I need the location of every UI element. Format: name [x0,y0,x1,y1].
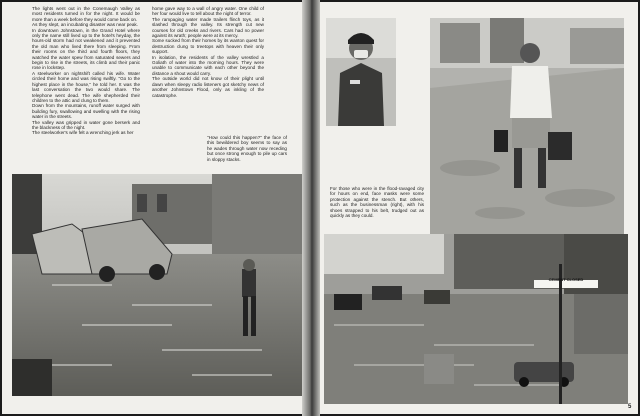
flooded-street-photo [324,234,628,404]
photo-caption-masks: For those who were in the flood-ravaged city for hours on end, face masks were some protection against the stench. But others, such as the businessman (right), with his shoes strapped to his belt, trudged out as quickly as they could. [330,186,424,219]
businessman-photo [430,18,624,236]
text-column-1 [32,6,140,136]
paragraph: A steelworker on nightshift called his wife. Water circled their home and was rising swiftly. "Go to the highest place in the house," he told her. It was the last conversation the two would share. The telephone went dead. The wife shepherded their children to the attic and clung to them. [32,70,140,103]
paragraph: The lights went out in the Conemaugh Valley as most residents turned in for the night. It would be more than a week before they would come back on. [32,6,140,22]
masked-worker-photo [326,18,396,126]
paragraph: Down from the mountains, runoff water surged with building fury, swallowing and swelling with the rising water in the streets. [32,103,140,120]
flood-street-photo [12,174,302,396]
page-number: 5 [628,404,632,410]
street-sign-text: CEMENT CLOSED [548,277,584,282]
paragraph: home gave way to a wall of angry water. One child of her four would live to tell about the night of terror. [152,6,264,17]
right-page [320,2,638,414]
paragraph: The valley was gripped in water gone berserk and the blackness of the night. [32,119,140,130]
paragraph: In isolation, the residents of the valley wrestled a Goliath of water into the morning hours. They were unable to communicate with each other beyond the distance a shout would carry. [152,54,264,76]
text-column-2 [152,6,264,98]
spread-gutter [302,0,320,416]
photo-caption-boy: "How could this happen?" the face of this bewildered boy seems to say as he wades through water now receding but once strong enough to pile up cars in sloppy stacks. [207,135,287,162]
paragraph: The steelworker's wife felt a wrenching jerk as her [32,130,134,136]
paragraph: Some sucked from their homes by its wanton quest for destruction clung to treetops with heaven their only support. [152,38,264,55]
paragraph: In downtown Johnstown, in the Grand Hotel where only the name still lived up to the hotel's heyday, the hours-old storm had not weakened and it prevented the old man who lived there from sleeping. From their rooms on the third and fourth floors, they watched the water spew from saturated sewers and begin to rise in the streets, its climb and their panic rose in lockstep. [32,27,140,71]
paragraph: The outside world did not know of their plight until dawn when sleepy radio listeners got sketchy news of another Johnstown Flood, only as inkling of the catastrophe. [152,76,264,98]
left-page [2,2,302,414]
paragraph: The rampaging water made trailers flinch toys, as it slashed through the valley. Its strength cut new courses for old creeks and rivers. Cars had no power against its wrath; people were at its mercy. [152,16,264,39]
paragraph: As they slept, an incubating disaster was near peak. [32,22,138,28]
